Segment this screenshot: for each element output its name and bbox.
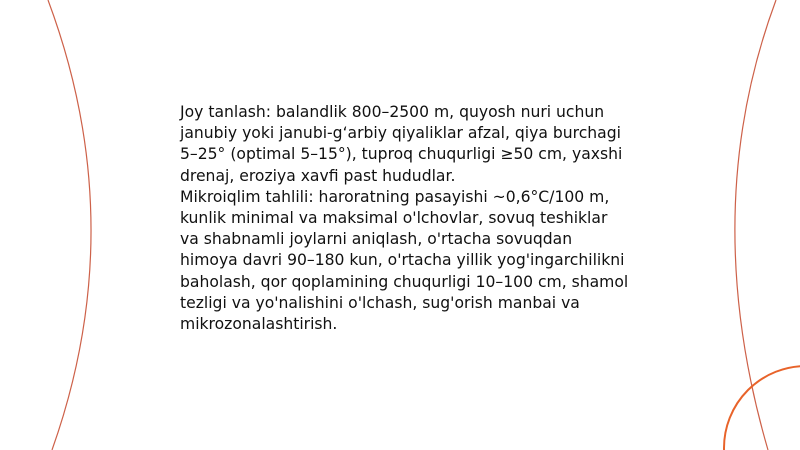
slide-body-text — [180, 102, 630, 335]
left-decorative-arc — [48, 0, 91, 450]
microclimate-paragraph: Mikroiqlim tahlili: haroratning pasayishi ~0,6°C/100 m, kunlik minimal va maksimal o'lchovlar, sovuq teshiklar va shabnamli joylarni aniqlash, o'rtacha sovuqdan himoya davri 90–180 kun, o'rtacha yillik yog'ingarchilikni baholash, qor qoplamining chuqurligi 10–100 cm, shamol tezligi va yo'nalishini o'lchash, sug'orish manbai va mikrozonalashtirish. — [180, 187, 629, 334]
site-selection-paragraph: Joy tanlash: balandlik 800–2500 m, quyosh nuri uchun janubiy yoki janubi-g‘arbiy qiyaliklar afzal, qiya burchagi 5–25° (optimal 5–15°), tuproq chuqurligi ≥50 cm, yaxshi drenaj, eroziya xavfi past hududlar. — [180, 103, 623, 185]
orange-circle-accent — [724, 366, 800, 450]
